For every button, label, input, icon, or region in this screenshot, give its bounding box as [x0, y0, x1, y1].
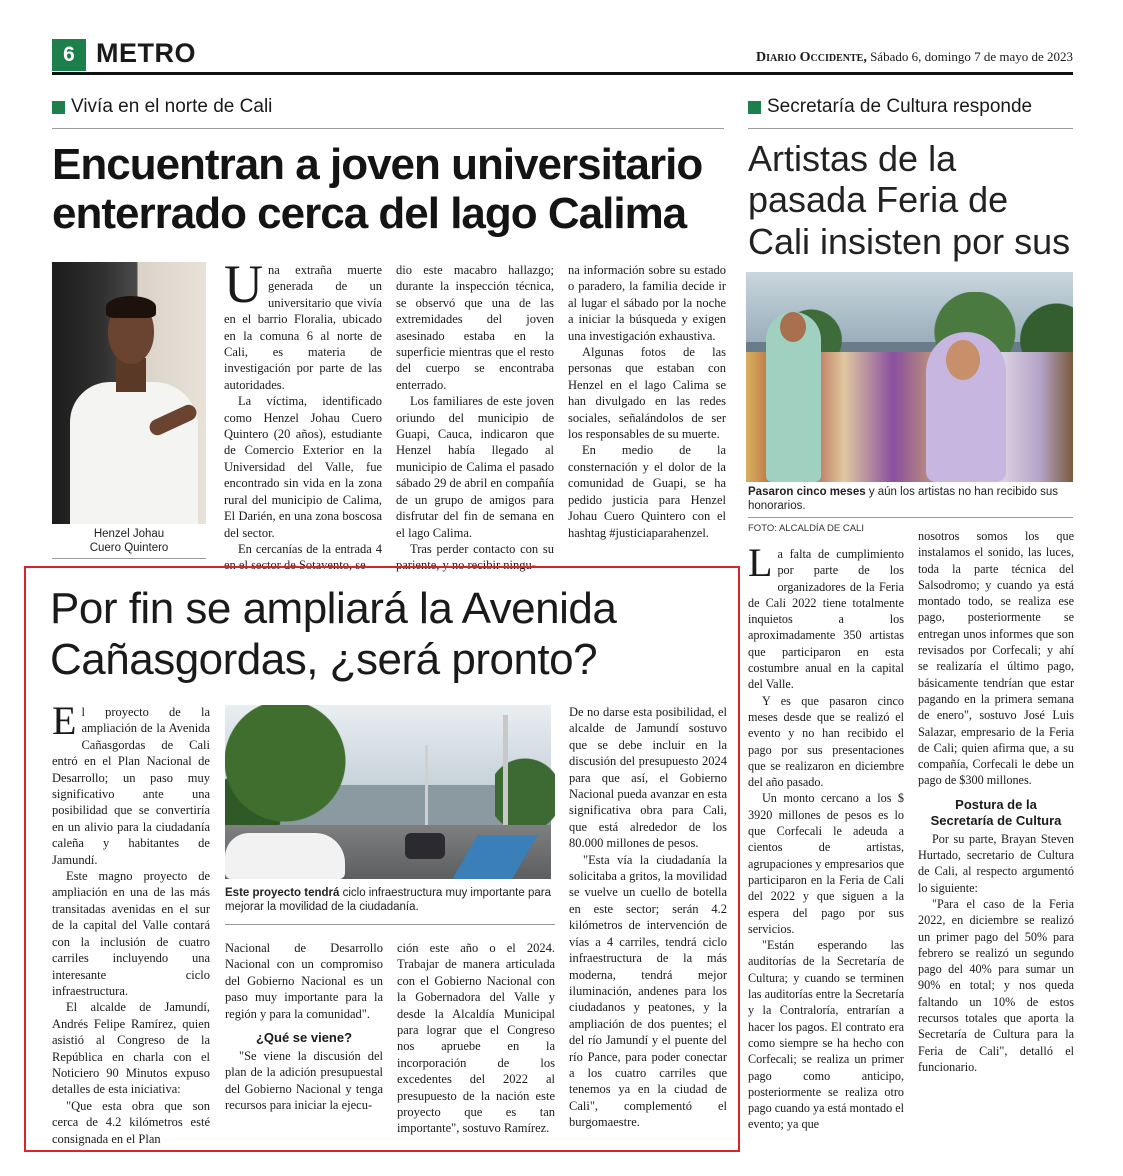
kicker-square-icon [52, 101, 65, 114]
kicker-square-icon [748, 101, 761, 114]
paragraph: "Se viene la discusión del plan de la adición presupuestal del Gobierno Nacional y tenga recursos para iniciar la ejecu- [225, 1049, 383, 1113]
story2-column-2 [918, 528, 1074, 1128]
issue-date: Sábado 6, domingo 7 de mayo de 2023 [870, 49, 1073, 64]
caption-bold: Este proyecto tendrá [225, 887, 340, 899]
story3-subhead: ¿Qué se viene? [255, 1030, 353, 1046]
paragraph: na extraña muerte generada de un universitario que vivía en el barrio Floralia, ubicado en la comuna 6 al norte de Cali, es materia de investigación por parte de las autoridades. [224, 263, 382, 392]
subhead-line: Postura de la [955, 796, 1037, 812]
paragraph: En cercanías de la entrada 4 en el sector de Sotavento, se [224, 541, 382, 573]
dropcap: U [224, 254, 263, 314]
dropcap: E [52, 698, 77, 743]
portrait-caption [52, 527, 206, 555]
paragraph: Un monto cercano a los $ 3920 millones de pesos es lo que Corfecali le adeuda a cientos de artistas, agrupaciones y empresarios que participaron en la Feria de Cali del 2022 y que siguen a la espera del pago por sus servicios. [748, 791, 905, 936]
divider [748, 128, 1073, 129]
portrait-photo [52, 262, 206, 524]
paragraph: a falta de cumplimiento por parte de los organizadores de la Feria de Cali 2022 tiene totalmente inquietos a los aproximadamente 350 artistas que participaron en esta costumbre anual en la capital del Valle. [748, 547, 904, 692]
avenue-photo [225, 705, 551, 879]
story2-kicker-text: Secretaría de Cultura responde [767, 96, 1033, 117]
masthead [756, 49, 1073, 66]
story2-headline: Artistas de la pasada Feria de Cali insisten por sus [748, 138, 1071, 262]
divider [52, 128, 724, 129]
story1-headline: Encuentran a joven universitario enterrado cerca del lago Calima [52, 140, 703, 239]
photo-credit: FOTO: ALCALDÍA DE CALI [748, 523, 864, 534]
story1-kicker [52, 96, 272, 118]
caption-text: ciclo infraestructura muy importante para mejorar la movilidad de la ciudadanía. [225, 887, 551, 913]
paragraph: "Que esta obra que son cerca de 4.2 kilómetros esté consignada en el Plan [52, 1098, 210, 1146]
paragraph: l proyecto de la ampliación de la Avenida Cañasgordas de Cali entró en el Plan Nacional de Desarrollo; un paso muy significativo ante una posibilidad que se convertiría en un alivio para la ciudadanía caleña y habitantes de Jamundí. [52, 705, 210, 867]
paragraph: dio este macabro hallazgo; durante la inspección técnica, se observó que una de las extremidades del joven asesinado estaba en la superficie mientras que el resto del cuerpo se encontraba enterrado. [396, 263, 554, 392]
story1-column-2 [396, 262, 554, 573]
paragraph: Algunas fotos de las personas que estaban con Henzel en el lago Calima se han divulgado en las redes sociales, señalándolos de ser los responsables de su muerte. [568, 345, 726, 442]
story1-column-3 [568, 262, 726, 562]
story3-headline: Por fin se ampliará la Avenida Cañasgordas, ¿será pronto? [50, 584, 617, 684]
caption-line: Cuero Quintero [89, 542, 169, 554]
paragraph: En medio de la consternación y el dolor de la comunidad de Guapi, se ha pedido justicia para Henzel Johau Cuero Quintero con el hashtag #justiciaparahenzel. [568, 443, 726, 540]
carnival-photo [746, 272, 1073, 482]
header-rule [52, 72, 1073, 75]
paragraph: Por su parte, Brayan Steven Hurtado, secretario de Cultura de Cali, al respecto argumentó lo siguiente: [918, 831, 1074, 895]
page-number: 6 [52, 39, 86, 71]
dropcap: L [748, 540, 773, 585]
paragraph: Nacional de Desarrollo Nacional con un compromiso del Gobierno Nacional es un paso muy importante para la región y para la comunidad". [225, 941, 383, 1021]
section-title: METRO [96, 38, 196, 68]
paragraph: nosotros somos los que instalamos el sonido, las luces, toda la parte técnica del Salsodromo; y cuando ya está montado todo, se realiza ese pago, posteriormente se entregan unos informes que son revisados por Corfecali; y ahí se realizaría el último pago, básicamente tendrían que estar pagando en la primera semana de enero", sostuvo José Luis Salazar, empresario de la Feria de Cali; quien afirma que, a su compañía, Corfecali le debe un pago de $300 millones. [918, 529, 1074, 788]
story3-column-3 [397, 940, 555, 1136]
paragraph: Y es que pasaron cinco meses desde que se realizó el evento y no han recibido el pago por sus presentaciones que se realizaron en diciembre del año pasado. [748, 693, 904, 790]
story1-column-1 [224, 254, 382, 573]
divider [225, 924, 555, 925]
paragraph: De no darse esta posibilidad, el alcalde de Jamundí sostuvo que se debe incluir en la discusión del presupuesto 2024 para que así, el Gobierno Nacional pueda avanzar en esta significativa obra para Cali, que está alrededor de los 80.000 millones de pesos. [569, 705, 727, 851]
avenue-caption [225, 886, 555, 914]
paragraph: "Esta vía la ciudadanía la solicitaba a gritos, la movilidad se vuelve un cuello de botella en este sector; serán 4.2 kilómetros de intervención de vías a 4 carriles, tendrá ciclo infraestructura de la más moderna, tendrá mejor iluminación, andenes para los ciudadanos y peatones, y la ampliación de dos puentes; el del río Jamundí y el puente del río Pance, para poder conectar a los cuatro carriles que tenemos ya en la ciudad de Cali", complementó el burgomaestre. [569, 852, 727, 1130]
paragraph: na información sobre su estado o paradero, la familia decide ir al lugar el sábado por la noche a iniciar la búsqueda y exigen una investigación exhaustiva. [568, 263, 726, 343]
divider [748, 517, 1073, 518]
story2-column-1 [748, 540, 905, 1132]
paragraph: "Están esperando las auditorías de la Secretaría de Cultura; y cuando se terminen las auditorías entre la Secretaría y la Contraloría, entrarían a hacer los pagos. El contrato era como siempre se ha hecho con Corfecali; se realiza un primer pago como anticipo, posteriormente se realiza otro pago cuando ya está montado el evento; ya que [748, 938, 905, 1132]
paragraph: Los familiares de este joven oriundo del municipio de Guapi, Cauca, indicaron que Henzel había llegado al municipio de Calima el pasado sábado 29 de abril en compañía de un grupo de amigos para disfrutar del fin de semana en el lago Calima. [396, 394, 554, 540]
story1-kicker-text: Vivía en el norte de Cali [71, 96, 273, 117]
story2-kicker [748, 96, 1032, 118]
caption-text: y aún los artistas no han recibido sus honorarios. [748, 486, 1059, 512]
story3-column-4 [569, 704, 727, 1128]
paragraph: Tras perder contacto con su pariente, y no recibir ningu- [396, 541, 554, 573]
newspaper-name: Diario Occidente, [756, 50, 867, 65]
story2-subhead [918, 797, 1074, 829]
paragraph: La víctima, identificado como Henzel Johau Cuero Quintero (20 años), estudiante de Comercio Exterior en la Universidad del Valle, fue encontrado sin vida en la zona rural del municipio de Calima, El Darién, en una zona boscosa del sector. [224, 394, 382, 540]
story3-column-2 [225, 940, 383, 1128]
paragraph: ción este año o el 2024. Trabajar de manera articulada con el Gobierno Nacional con la Gobernadora del Valle y desde la Alcaldía Municipal para lograr que el Congreso nos apruebe en la incorporación de los excedentes del 2022 al presupuesto de la nación este proyecto que es tan importante", sostuvo Ramírez. [397, 941, 555, 1136]
subhead-line: Secretaría de Cultura [930, 812, 1062, 828]
paragraph: "Para el caso de la Feria 2022, en diciembre se realizó un primer pago del 50% para febrero se realizó un segundo pago del 40% para sumar un 90% en total; y nos queda faltando un 10% de estos recursos totales que aporta la Secretaría de Cultura para la Feria de Cali", detalló el funcionario. [918, 896, 1074, 1074]
caption-bold: Pasaron cinco meses [748, 486, 866, 498]
paragraph: El alcalde de Jamundí, Andrés Felipe Ramírez, quien asistió al Congreso de la República en charla con el Noticiero 90 Minutos expuso detalles de esta iniciativa: [52, 1000, 210, 1097]
story3-column-1 [52, 698, 210, 1146]
caption-line: Henzel Johau [93, 528, 165, 540]
carnival-caption [748, 485, 1073, 513]
paragraph: Este magno proyecto de ampliación en una de las más transitadas avenidas en el sur de la capital del Valle contará con la inclusión de cuatro carriles incluyendo una interesante ciclo infraestructura. [52, 869, 210, 998]
divider [52, 558, 206, 559]
